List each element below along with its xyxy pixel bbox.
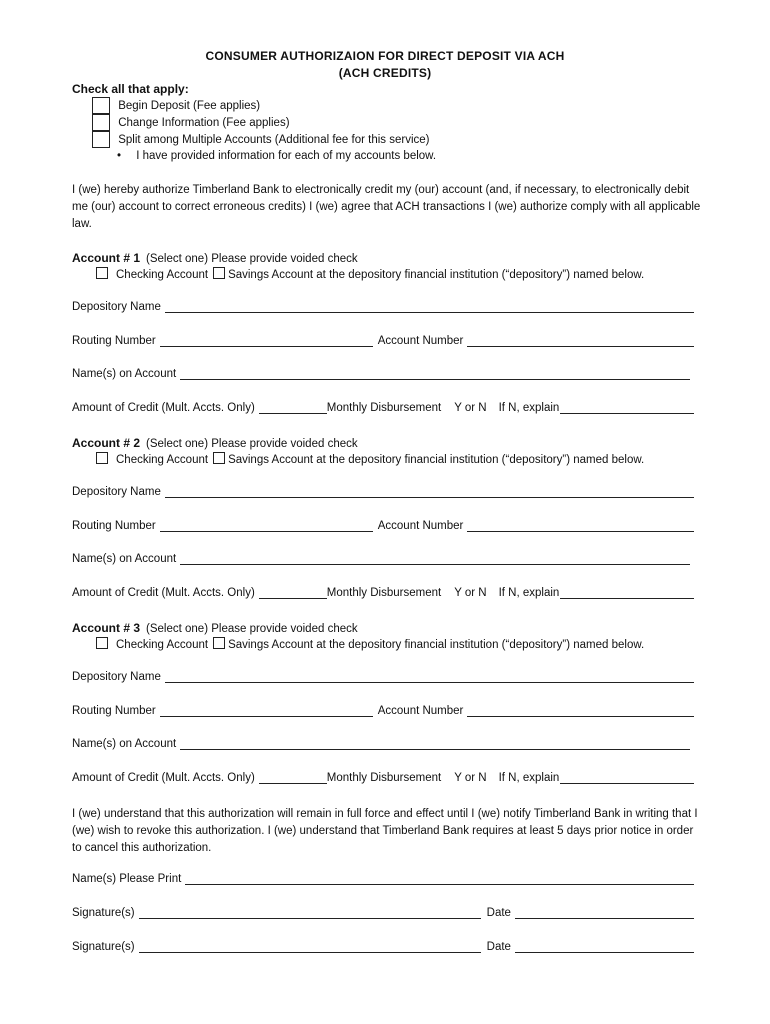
depository-row xyxy=(72,486,694,498)
option-split-accounts[interactable] xyxy=(92,131,430,148)
begin-deposit-label: Begin Deposit (Fee applies) xyxy=(118,99,261,112)
signature-row-1 xyxy=(72,907,694,919)
account-number-label: Account Number xyxy=(377,520,464,532)
checking-checkbox[interactable] xyxy=(96,452,108,464)
explain-field[interactable] xyxy=(560,773,694,784)
routing-number-field[interactable] xyxy=(160,706,373,717)
account-heading: Account # 3 xyxy=(72,621,141,635)
savings-checkbox[interactable] xyxy=(213,452,225,464)
form-title: CONSUMER AUTHORIZAION FOR DIRECT DEPOSIT VIA ACH xyxy=(205,49,565,63)
account-heading-row xyxy=(72,621,358,635)
amount-row xyxy=(72,402,694,414)
names-print-row xyxy=(72,873,694,885)
depository-label: Depository Name xyxy=(72,486,161,498)
amount-field[interactable] xyxy=(259,588,327,599)
account-heading-row xyxy=(72,251,358,265)
signature-row-2 xyxy=(72,941,694,953)
depository-name-field[interactable] xyxy=(165,302,694,313)
savings-checkbox[interactable] xyxy=(213,637,225,649)
date-label-2: Date xyxy=(486,941,511,953)
account-number-field[interactable] xyxy=(467,706,694,717)
routing-row xyxy=(72,705,694,717)
account-instruction: (Select one) Please provide voided check xyxy=(146,253,358,265)
account-type-row xyxy=(96,637,644,651)
authorization-paragraph: I (we) hereby authorize Timberland Bank to electronically credit my (our) account (and, if necessary, to electronically debit me (our) account to correct erroneous credits) I (we) agree that ACH transactions I (we) authorize comply with all applicable law. xyxy=(72,184,701,230)
amount-label: Amount of Credit (Mult. Accts. Only) xyxy=(72,772,255,784)
account-heading: Account # 2 xyxy=(72,436,141,450)
checking-checkbox[interactable] xyxy=(96,637,108,649)
names-row xyxy=(72,368,690,380)
routing-number-field[interactable] xyxy=(160,336,373,347)
option-change-information[interactable] xyxy=(92,114,290,131)
names-on-account-field[interactable] xyxy=(180,554,690,565)
account-type-row xyxy=(96,267,644,281)
checking-label: Checking Account xyxy=(116,639,209,651)
date-field-1[interactable] xyxy=(515,908,694,919)
names-print-label: Name(s) Please Print xyxy=(72,873,182,885)
explain-field[interactable] xyxy=(560,403,694,414)
savings-checkbox[interactable] xyxy=(213,267,225,279)
routing-label: Routing Number xyxy=(72,335,156,347)
change-information-label: Change Information (Fee applies) xyxy=(118,116,290,129)
change-information-checkbox[interactable] xyxy=(92,114,110,131)
explain-label: If N, explain xyxy=(498,772,560,784)
signature-label-1: Signature(s) xyxy=(72,907,135,919)
option-begin-deposit[interactable] xyxy=(92,97,260,114)
account-number-label: Account Number xyxy=(377,705,464,717)
explain-label: If N, explain xyxy=(498,587,560,599)
bullet-text: I have provided information for each of my accounts below. xyxy=(136,150,437,162)
amount-label: Amount of Credit (Mult. Accts. Only) xyxy=(72,587,255,599)
depository-row xyxy=(72,671,694,683)
depository-label: Depository Name xyxy=(72,301,161,313)
account-number-field[interactable] xyxy=(467,336,694,347)
checking-label: Checking Account xyxy=(116,454,209,466)
routing-row xyxy=(72,520,694,532)
account-type-row xyxy=(96,452,644,466)
names-print-field[interactable] xyxy=(185,874,694,885)
form-subtitle: (ACH CREDITS) xyxy=(338,66,432,80)
names-on-account-field[interactable] xyxy=(180,739,690,750)
amount-label: Amount of Credit (Mult. Accts. Only) xyxy=(72,402,255,414)
yn-label: Y or N xyxy=(454,587,487,599)
account-heading: Account # 1 xyxy=(72,251,141,265)
explain-label: If N, explain xyxy=(498,402,560,414)
date-field-2[interactable] xyxy=(515,942,694,953)
bullet-icon: • xyxy=(117,150,122,162)
split-accounts-checkbox[interactable] xyxy=(92,131,110,148)
account-number-field[interactable] xyxy=(467,521,694,532)
savings-label: Savings Account at the depository financial institution (“depository”) named below. xyxy=(228,454,645,466)
revocation-paragraph: I (we) understand that this authorization will remain in full force and effect until I (we) notify Timberland Bank in writing that I (we) wish to revoke this authorization. I (we) understand that Timberland Bank requires at least 5 days prior notice in order to cancel this authorization. xyxy=(72,808,698,854)
routing-row xyxy=(72,335,694,347)
amount-field[interactable] xyxy=(259,773,327,784)
yn-label: Y or N xyxy=(454,402,487,414)
depository-label: Depository Name xyxy=(72,671,161,683)
signature-field-1[interactable] xyxy=(139,908,481,919)
depository-name-field[interactable] xyxy=(165,487,694,498)
amount-field[interactable] xyxy=(259,403,327,414)
monthly-label: Monthly Disbursement xyxy=(326,587,442,599)
depository-name-field[interactable] xyxy=(165,672,694,683)
names-on-account-field[interactable] xyxy=(180,369,690,380)
checking-label: Checking Account xyxy=(116,269,209,281)
yn-label: Y or N xyxy=(454,772,487,784)
check-all-heading: Check all that apply: xyxy=(72,82,189,96)
bullet-item xyxy=(117,150,436,162)
amount-row xyxy=(72,772,694,784)
account-heading-row xyxy=(72,436,358,450)
explain-field[interactable] xyxy=(560,588,694,599)
names-row xyxy=(72,738,690,750)
names-row xyxy=(72,553,690,565)
names-label: Name(s) on Account xyxy=(72,553,177,565)
savings-label: Savings Account at the depository financial institution (“depository”) named below. xyxy=(228,269,645,281)
savings-label: Savings Account at the depository financial institution (“depository”) named below. xyxy=(228,639,645,651)
signature-field-2[interactable] xyxy=(139,942,481,953)
date-label-1: Date xyxy=(486,907,511,919)
names-label: Name(s) on Account xyxy=(72,738,177,750)
checking-checkbox[interactable] xyxy=(96,267,108,279)
routing-number-field[interactable] xyxy=(160,521,373,532)
begin-deposit-checkbox[interactable] xyxy=(92,97,110,114)
routing-label: Routing Number xyxy=(72,705,156,717)
signature-label-2: Signature(s) xyxy=(72,941,135,953)
account-instruction: (Select one) Please provide voided check xyxy=(146,623,358,635)
names-label: Name(s) on Account xyxy=(72,368,177,380)
split-accounts-label: Split among Multiple Accounts (Additional fee for this service) xyxy=(118,133,430,146)
account-number-label: Account Number xyxy=(377,335,464,347)
amount-row xyxy=(72,587,694,599)
account-instruction: (Select one) Please provide voided check xyxy=(146,438,358,450)
monthly-label: Monthly Disbursement xyxy=(326,772,442,784)
depository-row xyxy=(72,301,694,313)
monthly-label: Monthly Disbursement xyxy=(326,402,442,414)
routing-label: Routing Number xyxy=(72,520,156,532)
